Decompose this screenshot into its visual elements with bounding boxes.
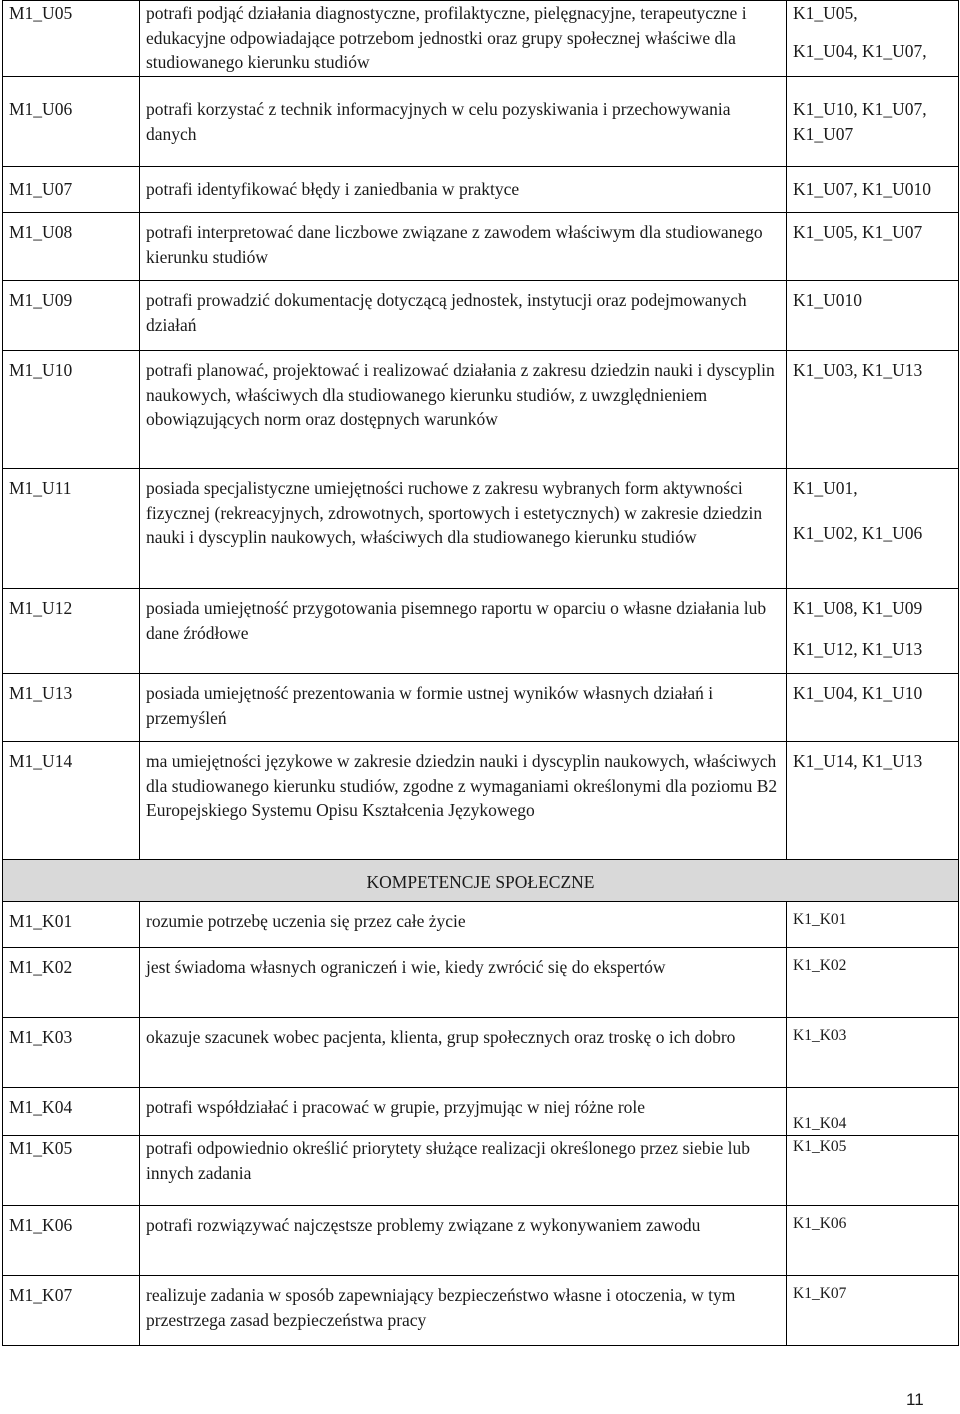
page-number: 11 <box>906 1390 924 1409</box>
outcome-code: M1_K06 <box>3 1206 140 1276</box>
reference-line: K1_U04, K1_U07, <box>793 40 927 61</box>
outcome-code: M1_K05 <box>3 1136 140 1206</box>
table-row <box>3 948 959 1018</box>
reference-line: K1_U12, K1_U13 <box>793 638 923 659</box>
outcome-references <box>787 589 959 674</box>
outcome-references <box>787 1018 959 1088</box>
outcome-references <box>787 1088 959 1136</box>
outcome-code: M1_U06 <box>3 77 140 167</box>
outcome-description: potrafi prowadzić dokumentację dotyczącą jednostek, instytucji oraz podejmowanych działań <box>140 281 787 351</box>
outcome-references <box>787 674 959 742</box>
reference-line: K1_K03 <box>793 1027 847 1044</box>
outcome-code: M1_K04 <box>3 1088 140 1136</box>
section-heading-row <box>3 860 959 902</box>
reference-line: K1_U010 <box>793 290 863 310</box>
outcome-description: ma umiejętności językowe w zakresie dziedzin nauki i dyscyplin naukowych, właściwych dla studiowanego kierunku studiów, zgodne z wymaganiami określonymi dla poziomu B2 Europejskiego Systemu Opisu Kształcenia Językowego <box>140 742 787 860</box>
outcome-references <box>787 77 959 167</box>
reference-line: K1_U10, K1_U07, <box>793 99 927 119</box>
outcome-description: potrafi rozwiązywać najczęstsze problemy związane z wykonywaniem zawodu <box>140 1206 787 1276</box>
outcome-description: potrafi planować, projektować i realizować działania z zakresu dziedzin nauki i dyscyplin naukowych, właściwych dla studiowanego kierunku studiów, z uwzględnieniem obowiązujących norm oraz dostępnych warunków <box>140 351 787 469</box>
table-row <box>3 167 959 213</box>
table-row <box>3 1206 959 1276</box>
reference-line: K1_U05, <box>793 3 858 23</box>
outcome-description: potrafi identyfikować błędy i zaniedbania w praktyce <box>140 167 787 213</box>
outcome-references <box>787 742 959 860</box>
table-row <box>3 902 959 948</box>
reference-line: K1_U02, K1_U06 <box>793 522 923 543</box>
reference-line: K1_K06 <box>793 1215 847 1232</box>
outcome-references <box>787 351 959 469</box>
reference-line: K1_U05, K1_U07 <box>793 222 923 242</box>
reference-line: K1_U01, <box>793 478 858 498</box>
outcome-description: potrafi odpowiednio określić priorytety służące realizacji określonego przez siebie lub innych zadania <box>140 1136 787 1206</box>
outcome-code: M1_K02 <box>3 948 140 1018</box>
outcome-description: okazuje szacunek wobec pacjenta, klienta, grup społecznych oraz troskę o ich dobro <box>140 1018 787 1088</box>
outcome-references <box>787 469 959 589</box>
outcome-description: realizuje zadania w sposób zapewniający bezpieczeństwo własne i otoczenia, w tym przestrzega zasad bezpieczeństwa pracy <box>140 1276 787 1346</box>
outcome-description: posiada umiejętność prezentowania w formie ustnej wyników własnych działań i przemyśleń <box>140 674 787 742</box>
learning-outcomes-table <box>2 0 959 1346</box>
reference-line: K1_K05 <box>793 1138 847 1155</box>
reference-line: K1_K07 <box>793 1285 847 1302</box>
outcome-code: M1_U07 <box>3 167 140 213</box>
table-row <box>3 77 959 167</box>
table-row <box>3 589 959 674</box>
outcome-references <box>787 167 959 213</box>
outcome-code: M1_U09 <box>3 281 140 351</box>
outcome-code: M1_U05 <box>3 1 140 77</box>
outcome-code: M1_U14 <box>3 742 140 860</box>
reference-line: K1_U07, K1_U010 <box>793 179 932 199</box>
outcome-description: potrafi współdziałać i pracować w grupie, przyjmując w niej różne role <box>140 1088 787 1136</box>
table-row <box>3 1276 959 1346</box>
reference-line: K1_K02 <box>793 957 847 974</box>
table-row <box>3 1 959 77</box>
outcome-code: M1_U11 <box>3 469 140 589</box>
reference-line: K1_K04 <box>793 1115 847 1132</box>
outcome-code: M1_K03 <box>3 1018 140 1088</box>
table-row <box>3 1088 959 1136</box>
outcome-description: posiada umiejętność przygotowania pisemnego raportu w oparciu o własne działania lub dane źródłowe <box>140 589 787 674</box>
reference-line: K1_U03, K1_U13 <box>793 360 923 380</box>
outcome-references <box>787 1206 959 1276</box>
outcome-code: M1_U08 <box>3 213 140 281</box>
outcome-description: posiada specjalistyczne umiejętności ruchowe z zakresu wybranych form aktywności fizycznej (rekreacyjnych, zdrowotnych, sportowych i estetycznych) w zakresie dziedzin nauki i dyscyplin naukowych, właściwych dla studiowanego kierunku studiów <box>140 469 787 589</box>
table-row <box>3 1018 959 1088</box>
table-row <box>3 469 959 589</box>
section-heading: KOMPETENCJE SPOŁECZNE <box>3 860 959 902</box>
outcome-references <box>787 1136 959 1206</box>
outcome-description: potrafi korzystać z technik informacyjnych w celu pozyskiwania i przechowywania danych <box>140 77 787 167</box>
reference-line: K1_U07 <box>793 123 854 144</box>
outcome-references <box>787 281 959 351</box>
outcome-description: jest świadoma własnych ograniczeń i wie, kiedy zwrócić się do ekspertów <box>140 948 787 1018</box>
outcome-description: potrafi interpretować dane liczbowe związane z zawodem właściwym dla studiowanego kierunku studiów <box>140 213 787 281</box>
outcome-references <box>787 902 959 948</box>
outcome-code: M1_K01 <box>3 902 140 948</box>
outcome-description: rozumie potrzebę uczenia się przez całe życie <box>140 902 787 948</box>
table-row <box>3 674 959 742</box>
table-row <box>3 281 959 351</box>
outcome-references <box>787 1 959 77</box>
reference-line: K1_U04, K1_U10 <box>793 683 923 703</box>
outcome-description: potrafi podjąć działania diagnostyczne, profilaktyczne, pielęgnacyjne, terapeutyczne i edukacyjne odpowiadające potrzebom jednostki oraz grupy społecznej właściwe dla studiowanego kierunku studiów <box>140 1 787 77</box>
reference-line: K1_K01 <box>793 911 847 928</box>
table-row <box>3 1136 959 1206</box>
outcome-code: M1_K07 <box>3 1276 140 1346</box>
table-row <box>3 351 959 469</box>
table-row <box>3 742 959 860</box>
outcome-references <box>787 213 959 281</box>
outcome-references <box>787 948 959 1018</box>
table-row <box>3 213 959 281</box>
reference-line: K1_U08, K1_U09 <box>793 598 923 618</box>
reference-line: K1_U14, K1_U13 <box>793 751 923 771</box>
outcome-code: M1_U12 <box>3 589 140 674</box>
outcome-references <box>787 1276 959 1346</box>
outcome-code: M1_U13 <box>3 674 140 742</box>
outcome-code: M1_U10 <box>3 351 140 469</box>
